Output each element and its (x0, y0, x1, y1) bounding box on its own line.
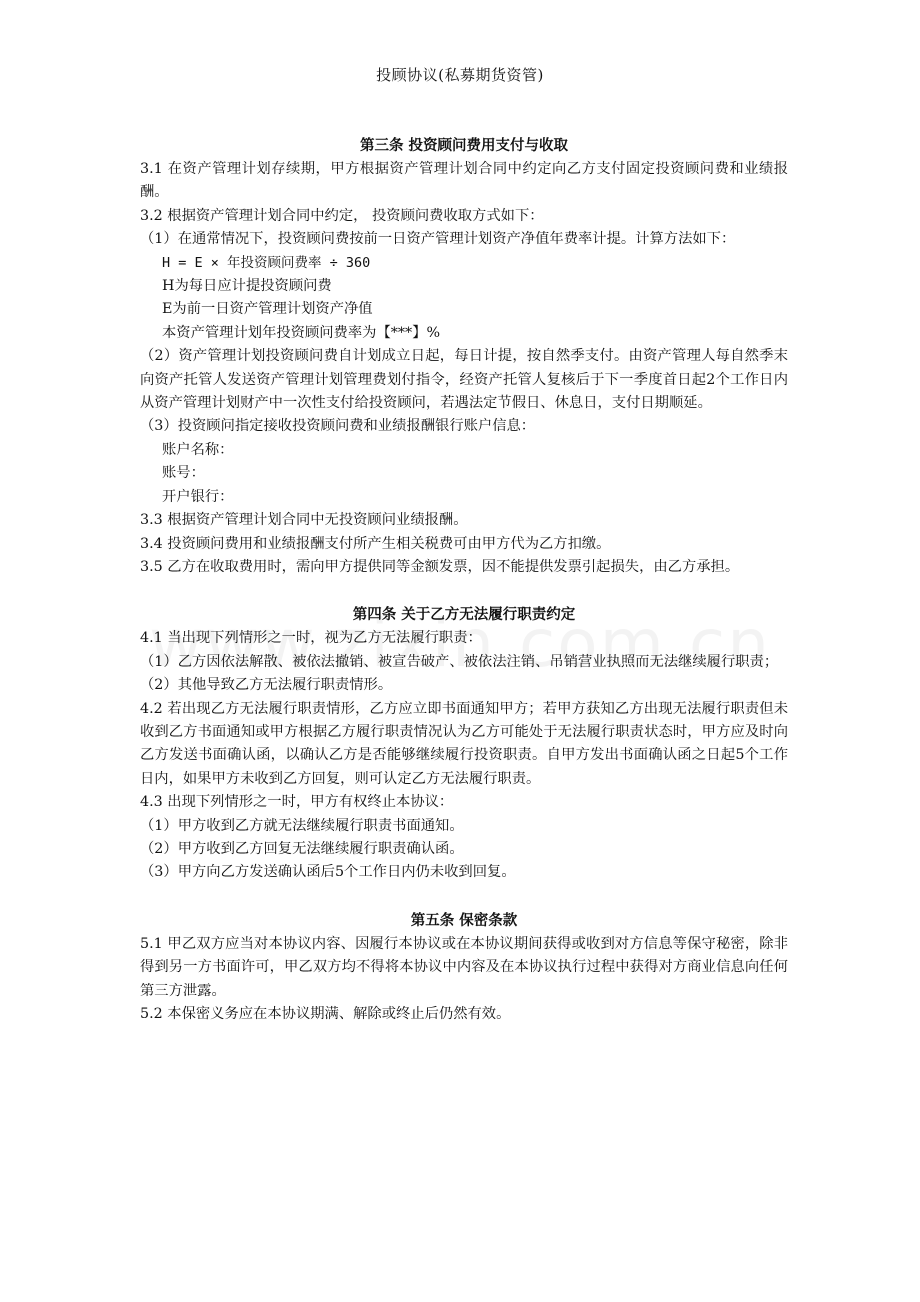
paragraph: （1）在通常情况下，投资顾问费按前一日资产管理计划资产净值年费率计提。计算方法如下： (140, 231, 736, 248)
paragraph: 5.2 本保密义务应在本协议期满、解除或终止后仍然有效。 (140, 1006, 511, 1022)
paragraph: H为每日应计提投资顾问费 (162, 278, 332, 295)
paragraph: 3.5 乙方在收取费用时，需向甲方提供同等金额发票，因不能提供发票引起损失，由乙方承担。 (140, 558, 740, 575)
paragraph: （1）乙方因依法解散、被依法撤销、被宣告破产、被依法注销、吊销营业执照而无法继续履行职责； (140, 653, 779, 670)
paragraph: 4.2 若出现乙方无法履行职责情形，乙方应立即书面通知甲方；若甲方获知乙方出现无法履行职责但未收到乙方书面通知或甲方根据乙方履行职责情况认为乙方可能处于无法履行职责状态时，甲方应及时向乙方发送书面确认函，以确认乙方是否能够继续履行投资职责。自甲方发出书面确认函之日起5个工作日内，如果甲方未收到乙方回复，则可认定乙方无法履行职责。 (140, 700, 788, 787)
section-heading: 第三条 投资顾问费用支付与收取 (359, 137, 569, 154)
paragraph: （3）甲方向乙方发送确认函后5个工作日内仍未收到回复。 (140, 864, 516, 881)
document-body (140, 134, 788, 1026)
paragraph: （3）投资顾问指定接收投资顾问费和业绩报酬银行账户信息： (140, 418, 536, 435)
paragraph: 3.3 根据资产管理计划合同中无投资顾问业绩报酬。 (140, 512, 468, 529)
paragraph: 本资产管理计划年投资顾问费率为【***】% (162, 324, 441, 341)
paragraph: （2）甲方收到乙方回复无法继续履行职责确认函。 (140, 840, 464, 857)
section-4 (140, 603, 788, 884)
paragraph: 账号： (162, 465, 205, 482)
paragraph: 3.4 投资顾问费用和业绩报酬支付所产生相关税费可由甲方代为乙方扣缴。 (140, 535, 611, 552)
paragraph: 4.1 当出现下列情形之一时，视为乙方无法履行职责： (140, 630, 482, 647)
paragraph: （1）甲方收到乙方就无法继续履行职责书面通知。 (140, 817, 464, 834)
paragraph: 账户名称： (162, 441, 234, 458)
paragraph: （2）其他导致乙方无法履行职责情形。 (140, 677, 393, 694)
paragraph: E为前一日资产管理计划资产净值 (162, 301, 373, 318)
section-5 (140, 909, 788, 1027)
section-heading: 第五条 保密条款 (410, 911, 518, 929)
paragraph: 3.1 在资产管理计划存续期，甲方根据资产管理计划合同中约定向乙方支付固定投资顾问费和业绩报酬。 (140, 161, 788, 201)
section-3 (140, 134, 788, 579)
document-title: 投顾协议(私募期货资管) (376, 66, 544, 84)
paragraph: 5.1 甲乙双方应当对本协议内容、因履行本协议或在本协议期间获得或收到对方信息等保守秘密，除非得到另一方书面许可，甲乙双方均不得将本协议中内容及在本协议执行过程中获得对方商业信息向任何第三方泄露。 (140, 935, 788, 999)
section-heading: 第四条 关于乙方无法履行职责约定 (352, 606, 576, 624)
paragraph: 4.3 出现下列情形之一时，甲方有权终止本协议： (140, 794, 454, 811)
formula-line: H = E × 年投资顾问费率 ÷ 360 (162, 254, 371, 271)
paragraph: （2）资产管理计划投资顾问费自计划成立日起，每日计提，按自然季支付。由资产管理人每自然季末向资产托管人发送资产管理计划管理费划付指令，经资产托管人复核后于下一季度首日起2个工作日内从资产管理计划财产中一次性支付给投资顾问，若遇法定节假日、休息日，支付日期顺延。 (140, 348, 788, 412)
paragraph: 开户银行： (162, 488, 234, 505)
paragraph: 3.2 根据资产管理计划合同中约定， 投资顾问费收取方式如下： (140, 207, 544, 224)
